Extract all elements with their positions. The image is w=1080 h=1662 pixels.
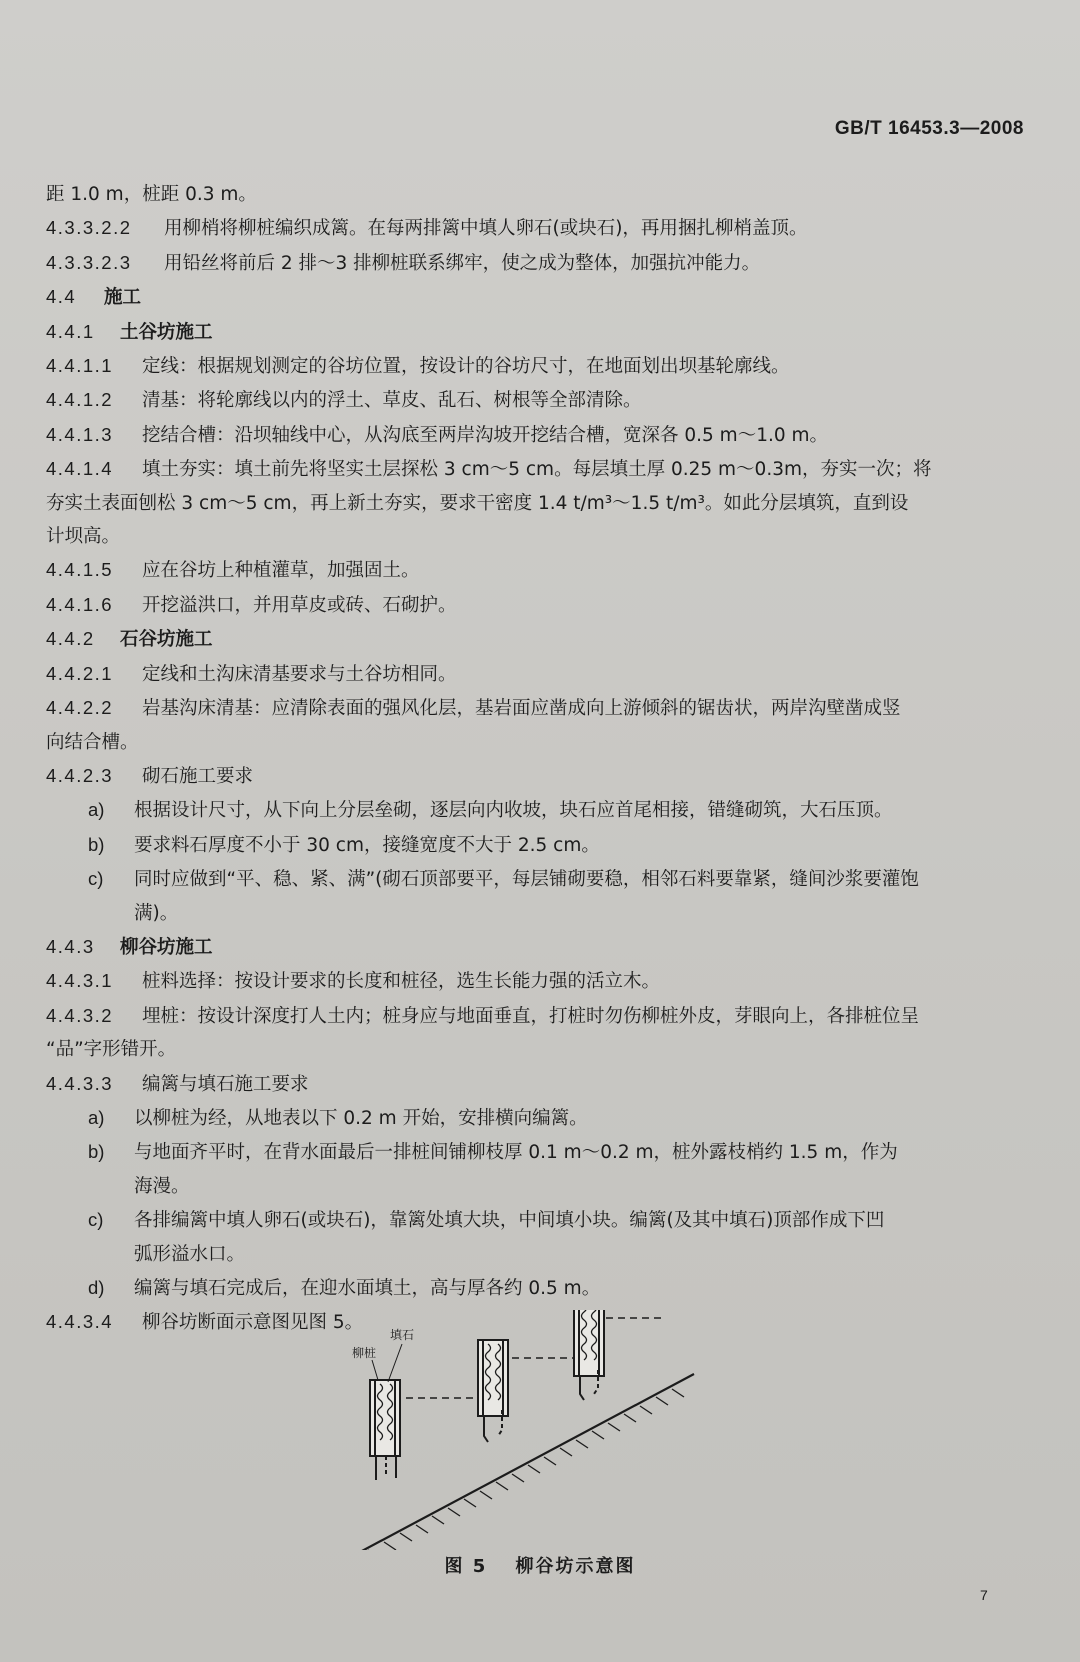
figure-caption <box>0 1552 1080 1578</box>
clause-text: 土谷坊施工 <box>120 321 213 343</box>
list-item <box>46 1135 1036 1169</box>
list-item-text: 同时应做到“平、稳、紧、满”(砌石顶部要平，每层铺砌要稳，相邻石料要靠紧，缝间沙浆要灌饱 <box>134 869 919 891</box>
body-text <box>46 178 1036 1340</box>
clause-paragraph <box>46 349 1036 383</box>
clause-number: 4.4.2.3 <box>46 764 114 786</box>
clause-number: 4.4.3.4 <box>46 1311 114 1333</box>
clause-paragraph <box>46 691 1036 725</box>
section-heading <box>46 930 1036 964</box>
willow-dam-2 <box>478 1340 508 1442</box>
clause-text: 填土夯实：填土前先将坚实土层探松 3 cm～5 cm。每层填土厚 0.25 m～0.3m，夯实一次；将 <box>142 459 932 481</box>
clause-text: 用铅丝将前后 2 排～3 排柳桩联系绑牢，使之成为整体，加强抗冲能力。 <box>164 252 761 274</box>
clause-paragraph <box>46 588 1036 622</box>
pile-label-leader <box>372 1360 378 1380</box>
paragraph-continuation: 向结合槽。 <box>46 731 139 753</box>
list-item-text: 以柳桩为经，从地表以下 0.2 m 开始，安排横向编篱。 <box>134 1107 588 1129</box>
clause-text: 施工 <box>104 287 142 309</box>
clause-text: 岩基沟床清基：应清除表面的强风化层，基岩面应凿成向上游倾斜的锯齿状，两岸沟壁凿成竖 <box>142 698 901 720</box>
clause-number: 4.4.3.2 <box>46 1004 114 1026</box>
willow-check-dam-diagram <box>326 1310 746 1550</box>
clause-paragraph <box>46 964 1036 998</box>
clause-text: 桩料选择：按设计要求的长度和桩径，选生长能力强的活立木。 <box>142 971 661 993</box>
clause-paragraph <box>46 553 1036 587</box>
clause-number: 4.4.1.1 <box>46 355 114 377</box>
list-item <box>46 862 1036 896</box>
figure-number: 图 5 <box>444 1556 488 1577</box>
clause-paragraph <box>46 383 1036 417</box>
paragraph-continuation: “品”字形错开。 <box>46 1039 177 1061</box>
clause-number: 4.4.3.3 <box>46 1072 114 1094</box>
willow-dam-1 <box>370 1380 400 1480</box>
clause-text: 用柳梢将柳桩编织成篱。在每两排篱中填人卵石(或块石)，再用捆扎柳梢盖顶。 <box>164 218 808 240</box>
clause-number: 4.4.1 <box>46 320 95 342</box>
standard-number-header: GB/T 16453.3—2008 <box>834 118 1024 139</box>
list-marker: c) <box>88 868 104 890</box>
list-item-text: 要求料石厚度不小于 30 cm，接缝宽度不大于 2.5 cm。 <box>134 834 600 856</box>
label-fill-stone: 填石 <box>390 1328 415 1342</box>
list-item-text: 各排编篱中填人卵石(或块石)，靠篱处填大块，中间填小块。编篱(及其中填石)顶部作成下凹 <box>134 1210 885 1232</box>
clause-number: 4.4.2.2 <box>46 697 114 719</box>
list-item <box>46 828 1036 862</box>
list-item-text: 编篱与填石完成后，在迎水面填土，高与厚各约 0.5 m。 <box>134 1278 601 1299</box>
list-item-text: 与地面齐平时，在背水面最后一排桩间铺柳枝厚 0.1 m～0.2 m，桩外露枝梢约 1.5 m，作为 <box>134 1142 898 1164</box>
list-item <box>46 1203 1036 1237</box>
section-heading <box>46 280 1036 314</box>
clause-paragraph <box>46 1067 1036 1101</box>
section-heading <box>46 315 1036 349</box>
figure-title: 柳谷坊示意图 <box>515 1556 636 1577</box>
clause-paragraph <box>46 759 1036 793</box>
willow-dam-3 <box>574 1310 604 1400</box>
list-marker: c) <box>88 1209 104 1231</box>
clause-number: 4.4.1.4 <box>46 458 114 480</box>
clause-text: 应在谷坊上种植灌草，加强固土。 <box>142 560 420 582</box>
clause-number: 4.4.2.1 <box>46 662 114 684</box>
clause-number: 4.4.1.3 <box>46 423 114 445</box>
clause-number: 4.4.3 <box>46 935 95 957</box>
list-marker: b) <box>88 1141 105 1163</box>
clause-text: 柳谷坊断面示意图见图 5。 <box>142 1312 364 1334</box>
paragraph-continuation: 计坝高。 <box>46 526 121 548</box>
list-item <box>46 1271 1036 1305</box>
clause-text: 埋桩：按设计深度打人土内；桩身应与地面垂直，打桩时勿伤柳桩外皮，芽眼向上，各排桩位呈 <box>142 1005 920 1027</box>
list-item <box>46 793 1036 827</box>
clause-text: 挖结合槽：沿坝轴线中心，从沟底至两岸沟坡开挖结合槽，宽深各 0.5 m～1.0 m。 <box>142 424 829 446</box>
clause-number: 4.4.3.1 <box>46 970 114 992</box>
list-item-text: 根据设计尺寸，从下向上分层垒砌，逐层向内收坡，块石应首尾相接，错缝砌筑，大石压顶。 <box>134 800 893 822</box>
section-heading <box>46 622 1036 656</box>
clause-text: 开挖溢洪口，并用草皮或砖、石砌护。 <box>142 594 457 616</box>
label-willow-pile: 柳桩 <box>352 1346 377 1360</box>
list-marker: d) <box>88 1277 105 1298</box>
clause-paragraph <box>46 657 1036 691</box>
list-marker: b) <box>88 833 105 855</box>
page-number: 7 <box>980 1587 988 1603</box>
list-item-continuation: 海漫。 <box>134 1175 190 1197</box>
water-level-lines <box>406 1318 666 1398</box>
clause-text: 柳谷坊施工 <box>120 936 213 958</box>
list-item-continuation: 满)。 <box>134 902 179 924</box>
clause-paragraph <box>46 246 1036 280</box>
clause-text: 编篱与填石施工要求 <box>142 1073 309 1095</box>
clause-text: 定线和土沟床清基要求与土谷坊相同。 <box>142 663 457 685</box>
clause-number: 4.4.2 <box>46 628 95 650</box>
clause-text: 砌石施工要求 <box>142 765 254 787</box>
clause-text: 清基：将轮廓线以内的浮土、草皮、乱石、树根等全部清除。 <box>142 390 642 412</box>
clause-text: 定线：根据规划测定的谷坊位置，按设计的谷坊尺寸，在地面划出坝基轮廓线。 <box>142 356 790 378</box>
paragraph-continuation: 夯实土表面刨松 3 cm～5 cm，再上新土夯实，要求干密度 1.4 t/m³～1.5 t/m³。如此分层填筑，直到设 <box>46 492 909 514</box>
list-item <box>46 1101 1036 1135</box>
clause-number: 4.4 <box>46 286 77 308</box>
list-item-continuation: 弧形溢水口。 <box>134 1243 246 1265</box>
clause-number: 4.3.3.2.3 <box>46 251 132 273</box>
clause-paragraph <box>46 999 1036 1033</box>
clause-number: 4.4.1.2 <box>46 389 114 411</box>
stone-label-leader <box>388 1344 402 1382</box>
clause-paragraph <box>46 418 1036 452</box>
clause-paragraph <box>46 452 1036 486</box>
clause-text: 石谷坊施工 <box>120 629 213 651</box>
clause-number: 4.4.1.5 <box>46 559 114 581</box>
clause-number: 4.4.1.6 <box>46 593 114 615</box>
list-marker: a) <box>88 1106 105 1128</box>
clause-number: 4.3.3.2.2 <box>46 217 132 239</box>
paragraph-continuation: 距 1.0 m，桩距 0.3 m。 <box>46 184 257 205</box>
clause-paragraph <box>46 211 1036 245</box>
list-marker: a) <box>88 799 105 821</box>
